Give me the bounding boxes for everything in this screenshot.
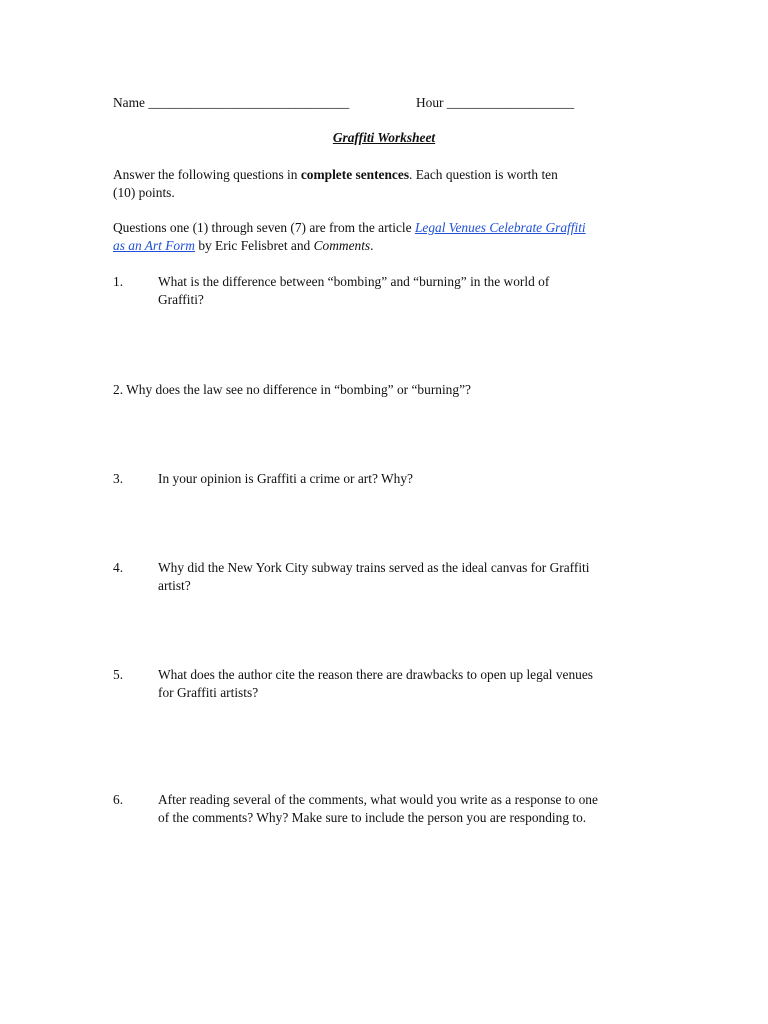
question-6-number: 6. bbox=[113, 792, 124, 807]
source-period: . bbox=[370, 238, 374, 253]
article-link-part-2[interactable]: as an Art Form bbox=[113, 238, 195, 253]
question-1-line-1: What is the difference between “bombing” and “burning” in the world of bbox=[158, 274, 550, 289]
question-2-number: 2. bbox=[113, 382, 124, 397]
question-5-number: 5. bbox=[113, 667, 124, 682]
instructions-text-end: . Each question is worth ten bbox=[409, 167, 558, 182]
source-comments: Comments bbox=[313, 238, 371, 253]
question-3-number: 3. bbox=[113, 471, 124, 486]
instructions-text: Answer the following questions in bbox=[113, 167, 301, 182]
question-4-line-2: artist? bbox=[158, 578, 191, 593]
hour-blank[interactable]: ___________________ bbox=[446, 95, 575, 110]
question-1-number: 1. bbox=[113, 274, 124, 289]
question-3-line-1: In your opinion is Graffiti a crime or art? Why? bbox=[158, 471, 413, 486]
source-line-2 bbox=[113, 237, 374, 255]
question-5-line-1: What does the author cite the reason there are drawbacks to open up legal venues bbox=[158, 667, 594, 682]
name-blank[interactable]: ______________________________ bbox=[148, 95, 350, 110]
question-4-line-1: Why did the New York City subway trains served as the ideal canvas for Graffiti bbox=[158, 560, 590, 575]
question-6-line-1: After reading several of the comments, what would you write as a response to one bbox=[158, 792, 598, 807]
worksheet-title: Graffiti Worksheet bbox=[332, 130, 436, 145]
hour-field bbox=[416, 94, 574, 112]
instructions-line-1 bbox=[113, 166, 558, 184]
hour-label: Hour bbox=[416, 95, 444, 110]
question-4-number: 4. bbox=[113, 560, 124, 575]
question-2 bbox=[113, 381, 471, 399]
question-1-line-2: Graffiti? bbox=[158, 292, 204, 307]
name-label: Name bbox=[113, 95, 145, 110]
instructions-bold-text: complete sentences bbox=[300, 167, 410, 182]
name-field bbox=[113, 94, 349, 112]
article-link-part-1[interactable]: Legal Venues Celebrate Graffiti bbox=[414, 220, 586, 235]
source-text: Questions one (1) through seven (7) are from the article bbox=[113, 220, 415, 235]
instructions-line-2: (10) points. bbox=[113, 185, 175, 200]
question-2-text: Why does the law see no difference in “bombing” or “burning”? bbox=[126, 382, 471, 397]
source-author: by Eric Felisbret and bbox=[194, 238, 314, 253]
question-6-line-2: of the comments? Why? Make sure to include the person you are responding to. bbox=[158, 810, 587, 825]
source-line-1 bbox=[113, 219, 586, 237]
question-5-line-2: for Graffiti artists? bbox=[158, 685, 259, 700]
